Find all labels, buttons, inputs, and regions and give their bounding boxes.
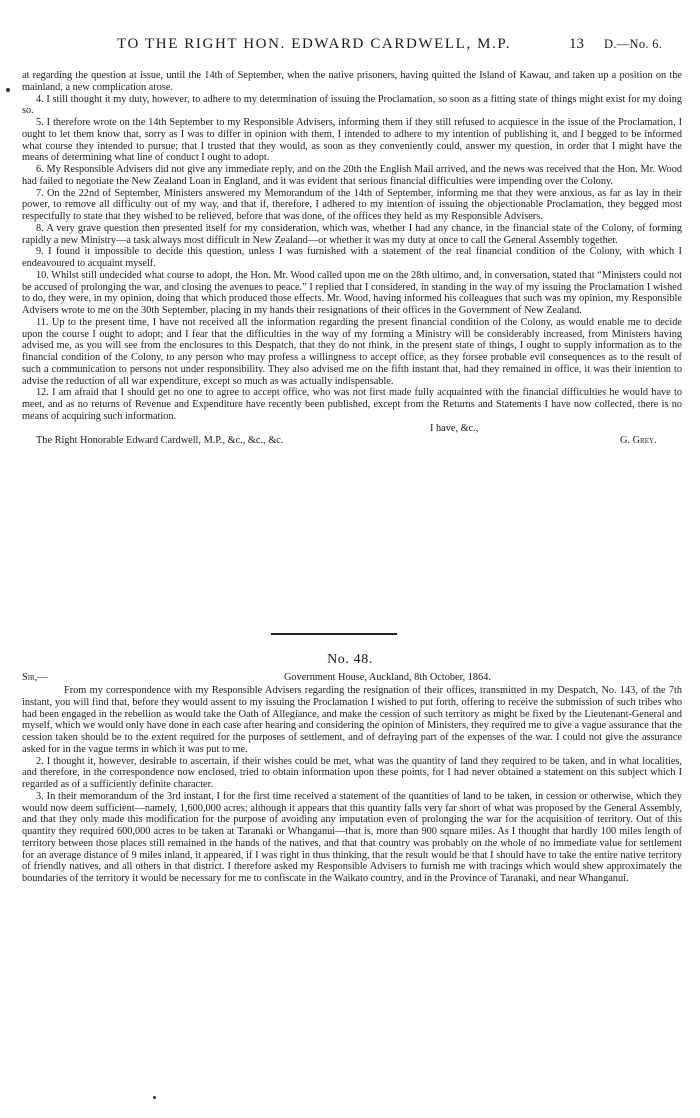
despatch-body-2 <box>22 672 682 885</box>
paragraph: From my correspondence with my Responsible Advisers regarding the resignation of their offices, transmitted in my Despatch, No. 143, of the 7th instant, you will find that, before they would assent to my issuing the Proclamation I wished to put forth, offering to receive the submission of such tribes who had been engaged in the rebellion as would take the Oath of Allegiance, and make the cession of such territory as might be fixed by the Lieutenant-General and myself, which we would only have done in each case after hearing and considering the opinion of Ministers, they required me to give a vague assurance that the cession taken should be to the extent required for the purposes of settlement, and of defraying part of the expenses of the war. I could not give the assurance asked for in the vague terms in which it was put to me. <box>22 685 682 755</box>
running-header <box>0 36 700 56</box>
section-divider <box>271 633 397 635</box>
closing-phrase: I have, &c., <box>430 422 479 434</box>
addressee: The Right Honorable Edward Cardwell, M.P., &c., &c., &c. <box>36 434 284 446</box>
signature-row <box>22 435 682 447</box>
paragraph: 8. A very grave question then presented itself for my consideration, which was, whether I had any chance, in the financial state of the Colony, of forming rapidly a new Ministry—a task always most difficult in New Zealand—or whether it was my duty at once to call the General Assembly together. <box>22 222 682 246</box>
paragraph: 2. I thought it, however, desirable to ascertain, if their wishes could be met, what was the quantity of land they required to be taken, and in what localities, and therefore, in the correspondence now enclosed, tried to obtain information upon these points, for I had never obtained a statement on this subject which I regarded as of a sufficiently definite character. <box>22 755 682 790</box>
paragraph: 3. In their memorandum of the 3rd instant, I for the first time received a statement of the quantities of land to be taken, in cession or otherwise, which they would now deem sufficient—namely, 1,600,000 acres; although it appears that this quantity falls very far short of what was proposed by the General Assembly, and that they only made this modification for the purpose of avoiding any imputation even of prolonging the war for the acquisition of territory. Out of this quantity they required 600,000 acres to be taken at Taranaki or Whanganui—that is, more than 900 square miles. As I thought that hardly 100 miles length of territory between those places still remained in the hands of the natives, and that that country was probably on the whole of no immediate value for settlement for an average distance of 9 miles inland, it appeared, if I was right in thus thinking, that the result would be that I should have to take the entire native territory of friendly natives, and all others in that district. I therefore asked my Responsible Advisers to furnish me with tracings which would shew approximately the boundaries of the territory it would be necessary for me to confiscate in the Waikato country, and in the Province of Taranaki, and near Whanganui. <box>22 790 682 884</box>
place-date: Government House, Auckland, 8th October, 1864. <box>284 672 491 683</box>
paragraph: 5. I therefore wrote on the 14th September to my Responsible Advisers, informing them if they still refused to acquiesce in the issue of the Proclamation, I ought to let them know that, sorry as I was to differ in opinion with them, I intended to adhere to my intention of publishing it, and I begged to be informed what course they intended to pursue; that I trusted that they would, as soon as they conveniently could, answer my question, in order that I might have the means of determining what line of conduct I ought to adopt. <box>22 117 682 164</box>
paragraph: 7. On the 22nd of September, Ministers answered my Memorandum of the 14th of September, informing me that they were anxious, as far as lay in their power, to remove all difficulty out of my way, and that if, therefore, I adhered to my intention of issuing the objectionable Proclamation, they begged most respectfully to state that they wished to be relieved, before that was done, of the offices they held as my Responsible Advisers. <box>22 187 682 222</box>
salutation-row <box>22 672 682 685</box>
paragraph: 4. I still thought it my duty, however, to adhere to my determination of issuing the Proclamation, so soon as a fitting state of things might exist for my doing so. <box>22 93 682 117</box>
despatch-body <box>22 70 682 447</box>
paragraph: 9. I found it impossible to decide this question, unless I was furnished with a statement of the real financial condition of the Colony, with which I endeavoured to acquaint myself. <box>22 246 682 269</box>
page-number: 13 <box>569 36 584 52</box>
paragraph: 6. My Responsible Advisers did not give any immediate reply, and on the 20th the English Mail arrived, and the news was received that the Hon. Mr. Wood had failed to negotiate the New Zealand Loan in England, and it was evident that serious financial difficulties were impending over the Colony. <box>22 164 682 187</box>
margin-mark <box>153 1096 156 1099</box>
paragraph: at regarding the question at issue, until the 14th of September, when the native prisoners, having quitted the Island of Kawau, and taken up a position on the mainland, a new complication arose. <box>22 70 682 93</box>
document-reference: D.—No. 6. <box>604 37 663 51</box>
paragraph: 12. I am afraid that I should get no one to agree to accept office, who was not first made fully acquainted with the financial difficulties he would have to meet, and as no returns of Revenue and Expenditure have recently been published, except from the Returns and Statements I have now collected, there is no means of acquiring such information. <box>22 387 682 422</box>
closing-row <box>22 423 682 435</box>
paragraph: 11. Up to the present time, I have not received all the information regarding the present financial condition of the Colony, as would enable me to decide upon the course I ought to adopt; and I fear that the difficulties in the way of my forming a Ministry will be considerably increased, from Ministers having advised me, as you will see from the enclosures to this Despatch, that they do not think, in the present state of things, I ought to supply information as to the financial condition of the Colony, to any person who may profess a willingness to accept office, as they forsee probable evil consequences as to the result of such a communication to persons not under responsibility. They also advised me on the fifth instant that, had they remained in office, it was their intention to advise the reduction of all war expenditure, except so much as was actually indispensable. <box>22 316 682 387</box>
header-title: TO THE RIGHT HON. EDWARD CARDWELL, M.P. <box>117 36 512 52</box>
paragraph: 10. Whilst still undecided what course to adopt, the Hon. Mr. Wood called upon me on the 28th ultimo, and, in conversation, stated that “Ministers could not be accused of prolonging the war, and closing the avenues to peace.” I replied that I considered, in standing in the way of my issuing the Proclamation I wished to do, they were, in my opinion, doing that which produced those effects. Mr. Wood, having informed his colleagues that such was my opinion, my Responsible Advisers wrote to me on the 30th September, placing in my hands their resignations of their offices in the Government of New Zealand. <box>22 269 682 316</box>
despatch-number: No. 48. <box>327 652 373 667</box>
salutation: Sir,— <box>22 672 48 683</box>
signature: G. Grey. <box>620 434 657 446</box>
margin-mark <box>6 88 10 92</box>
